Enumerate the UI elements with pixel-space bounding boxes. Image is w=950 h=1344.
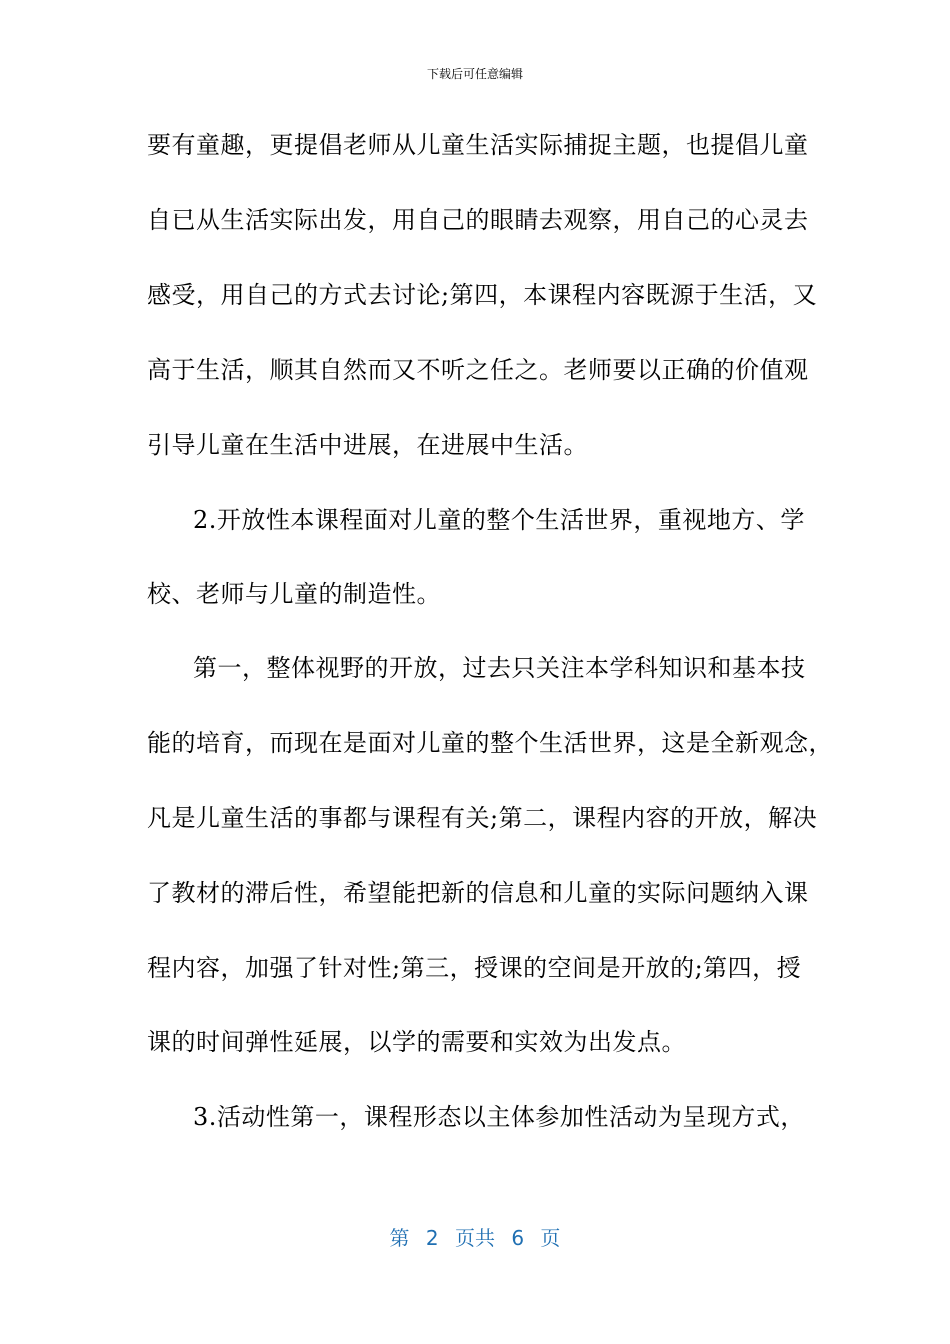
text-line: 要有童趣，更提倡老师从儿童生活实际捕捉主题，也提倡儿童 — [147, 131, 809, 159]
text-line: 3.活动性第一，课程形态以主体参加性活动为呈现方式， — [193, 1103, 805, 1131]
text-line: 能的培育，而现在是面对儿童的整个生活世界，这是全新观念， — [147, 729, 833, 757]
text-line: 第一，整体视野的开放，过去只关注本学科知识和基本技 — [193, 654, 806, 682]
text-line: 程内容，加强了针对性;第三，授课的空间是开放的;第四，授 — [147, 954, 802, 982]
text-line: 自已从生活实际出发，用自己的眼睛去观察，用自己的心灵去 — [147, 206, 809, 234]
text-line: 2.开放性本课程面对儿童的整个生活世界，重视地方、学 — [193, 506, 805, 534]
text-line: 课的时间弹性延展，以学的需要和实效为出发点。 — [147, 1028, 686, 1056]
text-line: 感受，用自己的方式去讨论;第四，本课程内容既源于生活，又 — [147, 281, 818, 309]
text-line: 引导儿童在生活中进展，在进展中生活。 — [147, 431, 588, 459]
text-line: 凡是儿童生活的事都与课程有关;第二，课程内容的开放，解决 — [147, 804, 818, 832]
text-line: 了教材的滞后性，希望能把新的信息和儿童的实际问题纳入课 — [147, 879, 809, 907]
text-line: 高于生活，顺其自然而又不听之任之。老师要以正确的价值观 — [147, 356, 809, 384]
text-line: 校、老师与儿童的制造性。 — [147, 580, 441, 608]
page-header: 下载后可任意编辑 — [426, 67, 523, 81]
page-number-footer: 第 2 页共 6 页 — [389, 1226, 561, 1250]
